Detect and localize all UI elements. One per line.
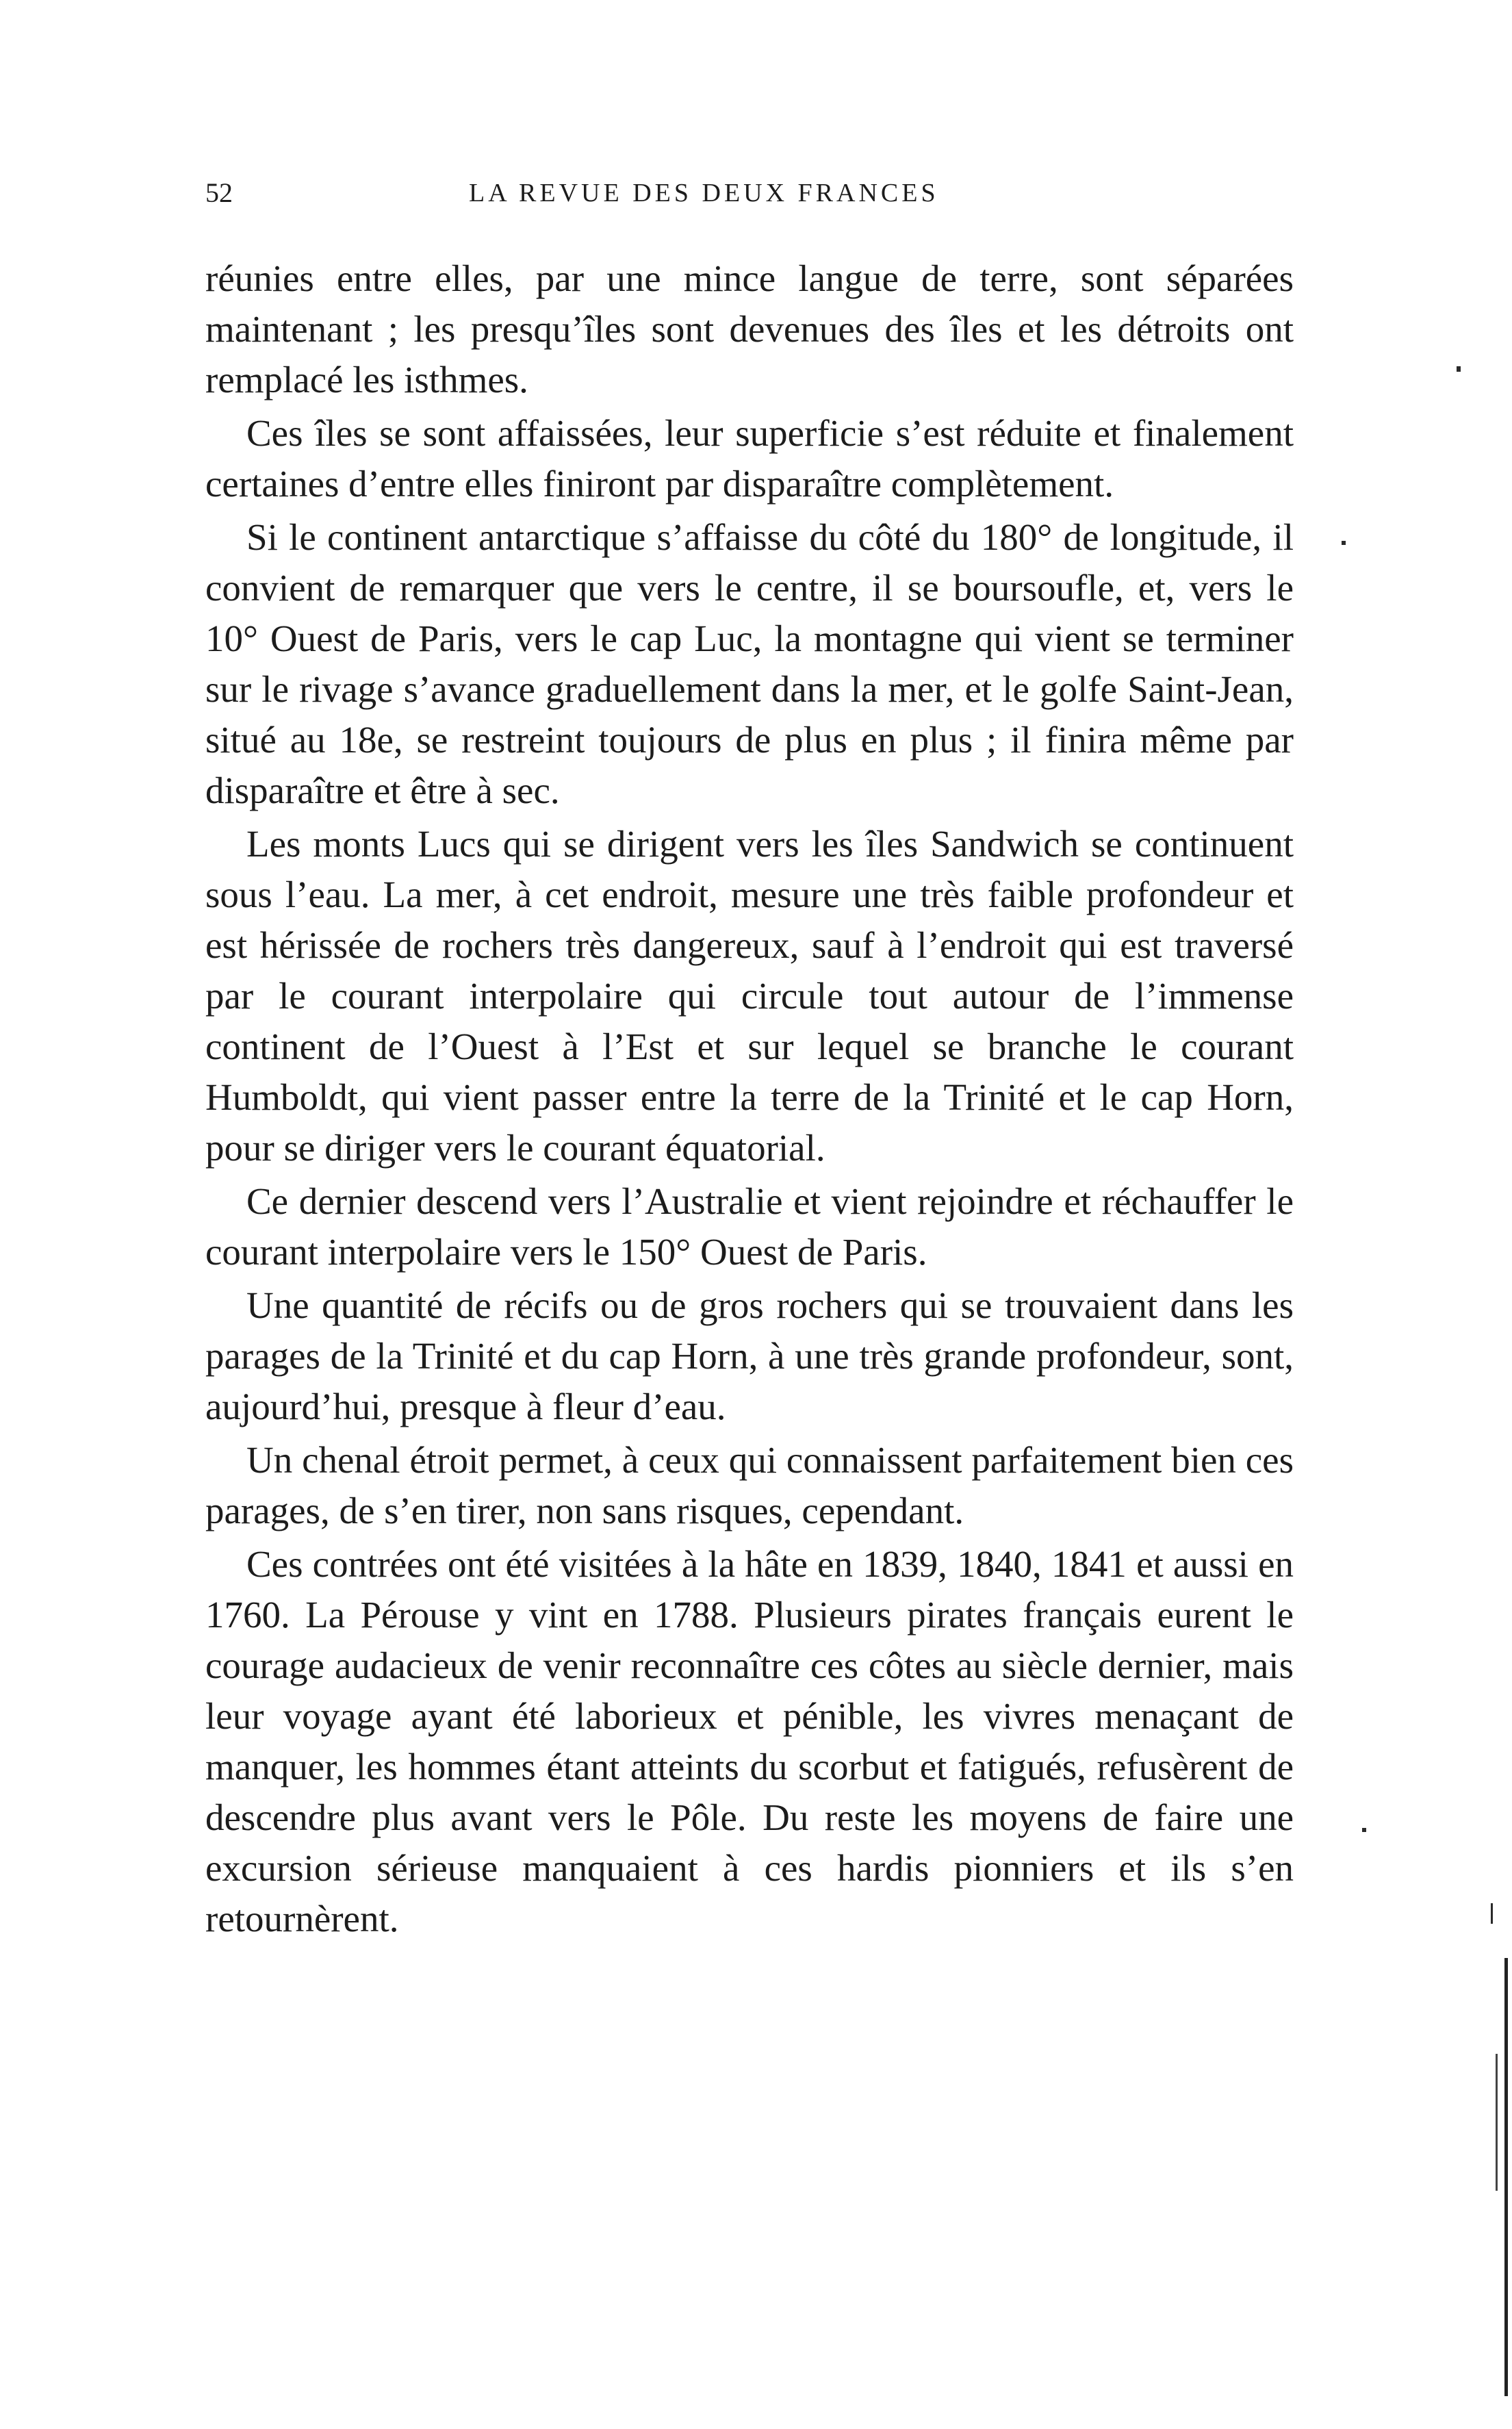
scan-speck	[1491, 1903, 1493, 1924]
paragraph-8: Ces contrées ont été visitées à la hâte en 1839, 1840, 1841 et aussi en 1760. La Pérouse y vint en 1788. Plusieurs pirates français eurent le courage audacieux de venir reconnaître ces côtes au siècle dernier, mais leur voyage ayant été laborieux et pénible, les vivres menaçant de manquer, les hommes étant atteints du scorbut et fatigués, refusèrent de descendre plus avant vers le Pôle. Du reste les moyens de faire une excursion sérieuse manquaient à ces hardis pionniers et ils s’en retournèrent.	[205, 1543, 1294, 1940]
paragraph-4: Les monts Lucs qui se dirigent vers les îles Sandwich se continuent sous l’eau. La mer, à cet endroit, mesure une très faible profondeur et est hérissée de rochers très dangereux, sauf à l’endroit qui est traversé par le courant interpolaire qui circule tout autour de l’immense continent de l’Ouest à l’Est et sur lequel se branche le courant Humboldt, qui vient passer entre la terre de la Trinité et le cap Horn, pour se diriger vers le courant équatorial.	[205, 823, 1294, 1169]
scan-edge-mark-secondary	[1496, 2054, 1498, 2191]
paragraph-1: réunies entre elles, par une mince langue de terre, sont séparées maintenant ; les presqu’îles sont devenues des îles et les détroits ont remplacé les isthmes.	[205, 257, 1294, 400]
paragraph-7: Un chenal étroit permet, à ceux qui connaissent parfaitement bien ces parages, de s’en tirer, non sans risques, cependant.	[205, 1439, 1294, 1531]
scan-speck	[1342, 541, 1346, 545]
paragraph-5: Ce dernier descend vers l’Australie et vient rejoindre et réchauffer le courant interpolaire vers le 150° Ouest de Paris.	[205, 1180, 1294, 1273]
page-number: 52	[205, 177, 233, 208]
paragraph-3: Si le continent antarctique s’affaisse du côté du 180° de longitude, il convient de remarquer que vers le centre, il se boursoufle, et, vers le 10° Ouest de Paris, vers le cap Luc, la montagne qui vient se terminer sur le rivage s’avance graduellement dans la mer, et le golfe Saint-Jean, situé au 18e, se restreint toujours de plus en plus ; il finira même par disparaître et être à sec.	[205, 516, 1294, 811]
body-text	[205, 253, 1294, 1947]
running-title: LA REVUE DES DEUX FRANCES	[469, 179, 939, 207]
scan-speck	[1457, 366, 1461, 372]
running-head	[205, 177, 1300, 225]
paragraph-2: Ces îles se sont affaissées, leur superficie s’est réduite et finalement certaines d’entre elles finiront par disparaître complètement.	[205, 412, 1294, 505]
scan-speck	[1362, 1828, 1366, 1832]
paragraph-6: Une quantité de récifs ou de gros rochers qui se trouvaient dans les parages de la Trinité et du cap Horn, à une très grande profondeur, sont, aujourd’hui, presque à fleur d’eau.	[205, 1284, 1294, 1427]
scan-edge-mark	[1504, 1958, 1508, 2396]
